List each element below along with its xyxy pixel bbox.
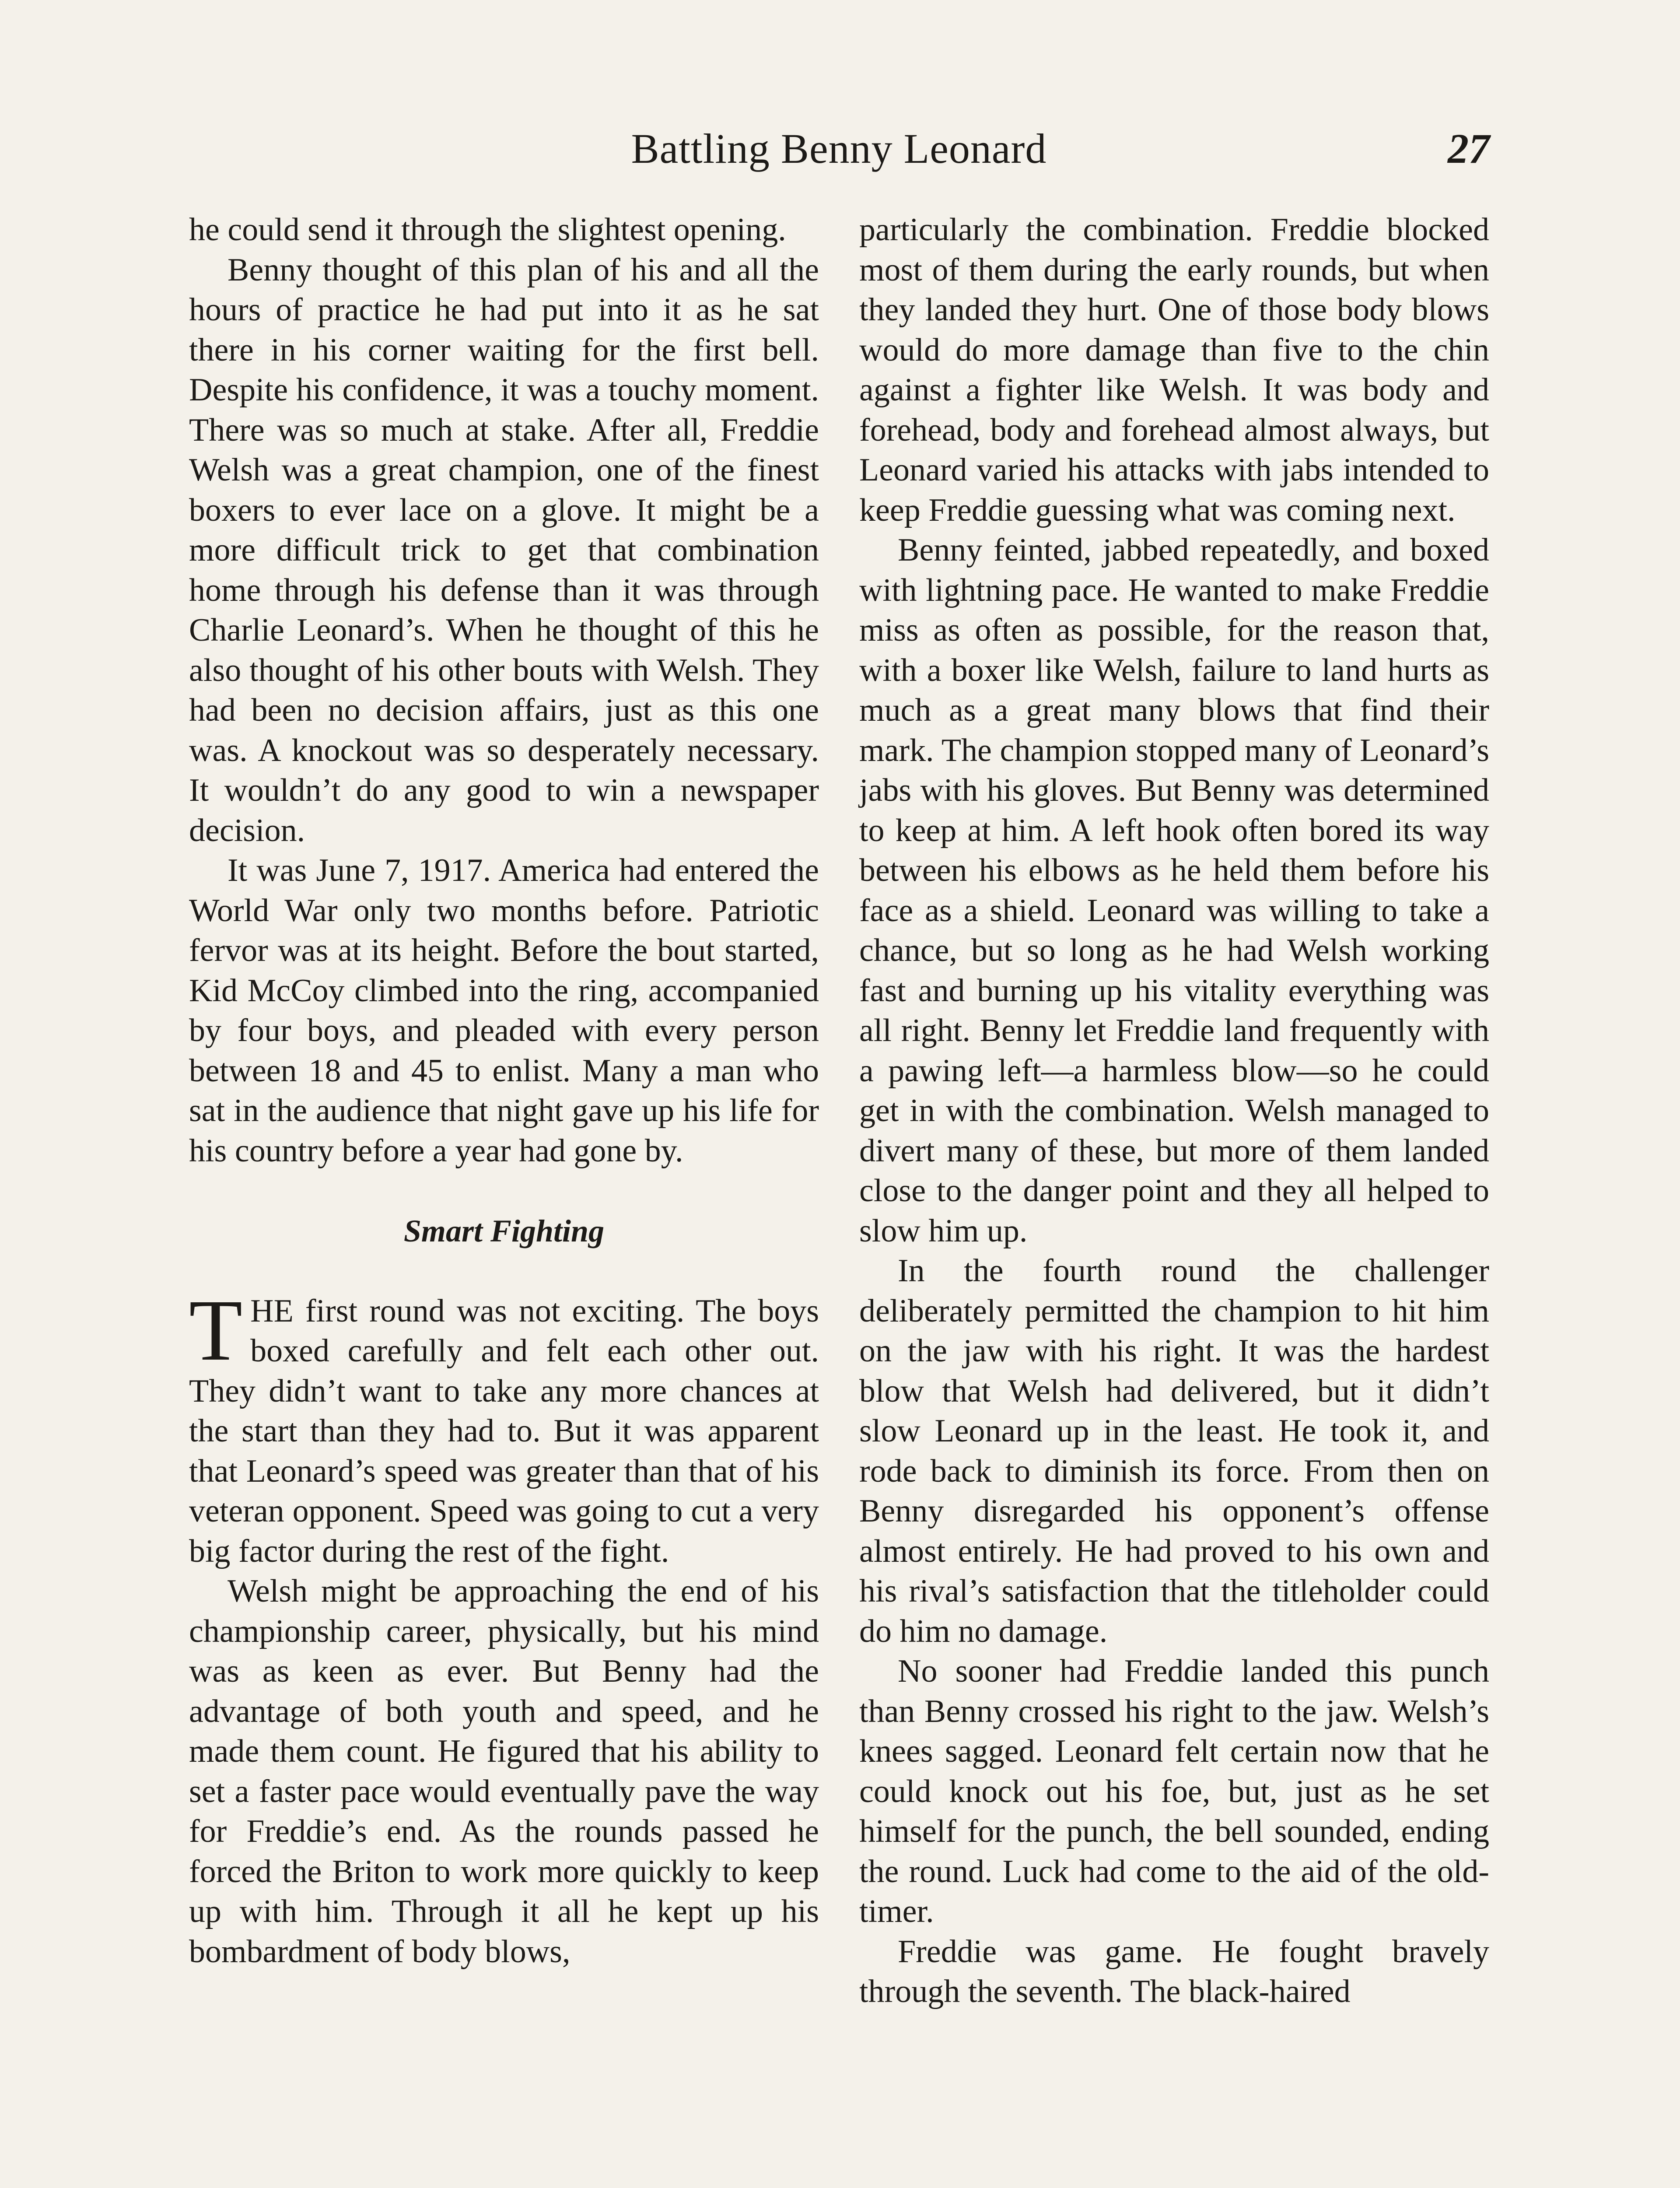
right-column <box>859 210 1489 2188</box>
dropcap-paragraph-text: HE first round was not exciting. The boys boxed carefully and felt each other out. They didn’t want to take any more chances at the start than they had to. But it was apparent that Leonard’s speed was greater than that of his veteran opponent. Speed was going to cut a very big factor during the rest of the fight. <box>189 1293 819 1569</box>
paragraph: Benny thought of this plan of his and all the hours of practice he had put into it as he sat there in his corner waiting for the first bell. Despite his confidence, it was a touchy moment. There was so much at stake. After all, Freddie Welsh was a great champion, one of the finest boxers to ever lace on a glove. It might be a more difficult trick to get that combination home through his defense than it was through Charlie Leonard’s. When he thought of this he also thought of his other bouts with Welsh. They had been no decision affairs, just as this one was. A knockout was so desperately necessary. It wouldn’t do any good to win a newspaper decision. <box>189 252 819 849</box>
section-heading: Smart Fighting <box>403 1213 605 1248</box>
running-head <box>188 118 1490 179</box>
page-number: 27 <box>1448 125 1490 172</box>
paragraph: In the fourth round the challenger deliberately permitted the champion to hit him on the jaw with his right. It was the hardest blow that Welsh had delivered, but it didn’t slow Leonard up in the least. He took it, and rode back to diminish its force. From then on Benny disregarded his opponent’s offense almost entirely. He had proved to his own and his rival’s satisfaction that the titleholder could do him no damage. <box>859 1253 1489 1649</box>
paragraph: It was June 7, 1917. America had entered the World War only two months before. Patriotic fervor was at its height. Before the bout started, Kid McCoy climbed into the ring, accompanied by four boys, and pleaded with every person between 18 and 45 to enlist. Many a man who sat in the audience that night gave up his life for his country before a year had gone by. <box>189 852 819 1169</box>
paragraph: Welsh might be approaching the end of his championship career, physically, but his mind was as keen as ever. But Benny had the advantage of both youth and speed, and he made them count. He figured that his ability to set a faster pace would eventually pave the way for Freddie’s end. As the rounds passed he forced the Briton to work more quickly to keep up with him. Through it all he kept up his bombardment of body blows, <box>189 1573 819 1970</box>
left-column <box>189 210 819 2188</box>
paragraph: Benny feinted, jabbed repeatedly, and boxed with lightning pace. He wanted to make Freddie miss as often as possible, for the reason that, with a boxer like Welsh, failure to land hurts as much as a great many blows that find their mark. The champion stopped many of Leonard’s jabs with his gloves. But Benny was determined to keep at him. A left hook often bored its way between his elbows as he held them before his face as a shield. Leonard was willing to take a chance, but so long as he had Welsh working fast and burning up his vitality everything was all right. Benny let Freddie land frequently with a pawing left—a harmless blow—so he could get in with the combination. Welsh managed to divert many of these, but more of them landed close to the danger point and they all helped to slow him up. <box>859 532 1489 1249</box>
text-columns <box>189 210 1489 2188</box>
drop-cap: T <box>189 1282 243 1379</box>
page-title: Battling Benny Leonard <box>631 125 1047 172</box>
paragraph: particularly the combination. Freddie blocked most of them during the early rounds, but when they landed they hurt. One of those body blows would do more damage than five to the chin against a fighter like Welsh. It was body and forehead, body and forehead almost always, but Leonard varied his attacks with jabs intended to keep Freddie guessing what was coming next. <box>859 212 1489 528</box>
paragraph: he could send it through the slightest opening. <box>189 212 786 248</box>
dropcap-paragraph <box>189 1282 819 1572</box>
paragraph: Freddie was game. He fought bravely through the seventh. The black-haired <box>859 1933 1489 2009</box>
paragraph: No sooner had Freddie landed this punch than Benny crossed his right to the jaw. Welsh’s knees sagged. Leonard felt certain now that he could knock out his foe, but, just as he set himself for the punch, the bell sounded, ending the round. Luck had come to the aid of the old-timer. <box>859 1653 1489 1929</box>
